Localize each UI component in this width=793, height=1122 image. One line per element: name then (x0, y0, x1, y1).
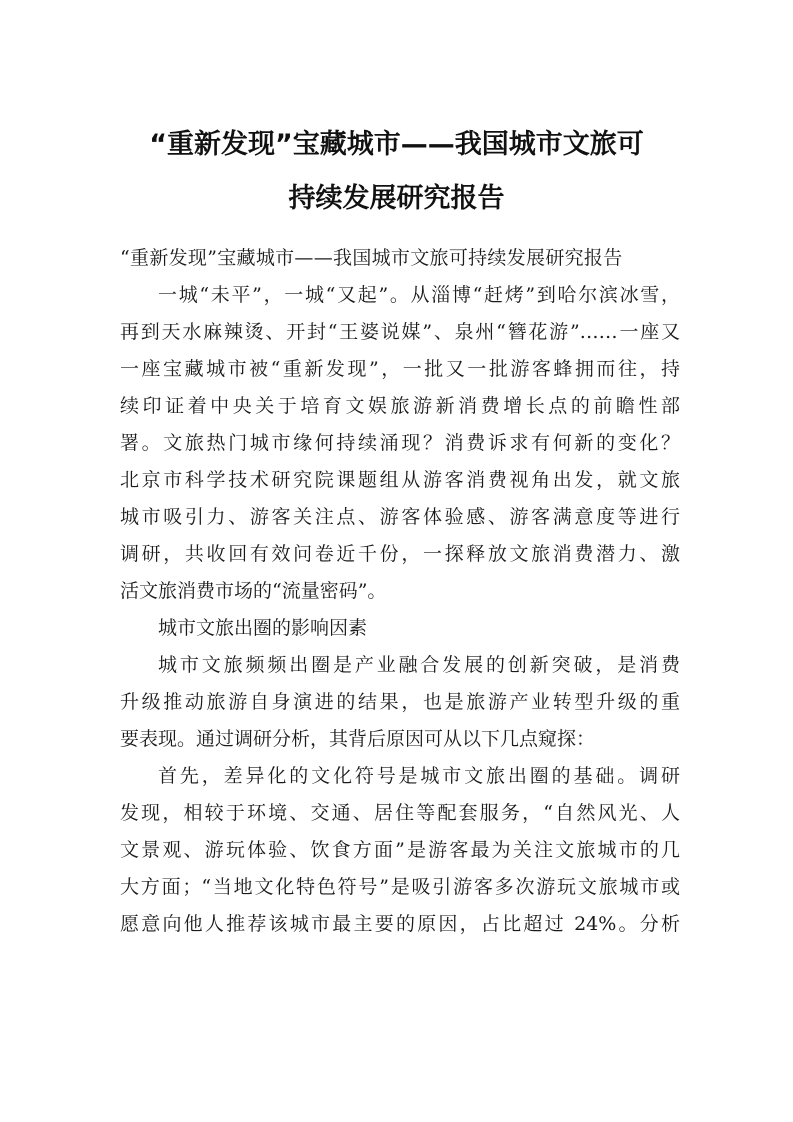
section-heading-text: 城市文旅出圈的影响因素 (158, 617, 368, 639)
paragraph-line: 署。文旅热门城市缘何持续涌现？消费诉求有何新的变化？ (120, 432, 680, 454)
paragraph-line: 愿意向他人推荐该城市最主要的原因，占比超过 24%。分析 (120, 913, 680, 935)
paragraph-intro (120, 277, 680, 610)
title-line-1: “重新发现”宝藏城市——我国城市文旅可 (149, 129, 644, 160)
paragraph-line: 城市吸引力、游客关注点、游客体验感、游客满意度等进行 (120, 506, 680, 528)
paragraph-factors (120, 647, 680, 758)
paragraph-line: 续印证着中央关于培育文娱旅游新消费增长点的前瞻性部 (120, 395, 680, 417)
paragraph-line: 大方面；“当地文化特色符号”是吸引游客多次游玩文旅城市或 (120, 876, 680, 898)
paragraph-line: 升级推动旅游自身演进的结果，也是旅游产业转型升级的重 (120, 691, 680, 713)
paragraph-line: 要表现。通过调研分析，其背后原因可从以下几点窥探： (120, 728, 596, 750)
paragraph-line: 一座宝藏城市被“重新发现”，一批又一批游客蜂拥而往，持 (120, 358, 680, 380)
document-subtitle (120, 240, 680, 277)
section-heading (120, 610, 680, 647)
document-body (120, 240, 680, 943)
paragraph-line: 活文旅消费市场的“流量密码”。 (120, 580, 387, 602)
subtitle-text: “重新发现”宝藏城市——我国城市文旅可持续发展研究报告 (120, 247, 623, 269)
paragraph-line: 北京市科学技术研究院课题组从游客消费视角出发，就文旅 (120, 469, 680, 491)
paragraph-line: 城市文旅频频出圈是产业融合发展的创新突破，是消费 (158, 654, 680, 676)
title-line-2: 持续发展研究报告 (288, 183, 505, 214)
paragraph-line: 文景观、游玩体验、饮食方面”是游客最为关注文旅城市的几 (120, 839, 680, 861)
paragraph-line: 首先，差异化的文化符号是城市文旅出圈的基础。调研 (158, 765, 680, 787)
paragraph-line: 再到天水麻辣烫、开封“王婆说媒”、泉州“簪花游”……一座又 (120, 321, 680, 343)
paragraph-line: 发现，相较于环境、交通、居住等配套服务，“自然风光、人 (120, 802, 680, 824)
paragraph-first-factor (120, 758, 680, 943)
document-title (90, 118, 703, 226)
paragraph-line: 调研，共收回有效问卷近千份，一探释放文旅消费潜力、激 (120, 543, 680, 565)
paragraph-line: 一城“未平”，一城“又起”。从淄博“赶烤”到哈尔滨冰雪， (158, 284, 680, 306)
